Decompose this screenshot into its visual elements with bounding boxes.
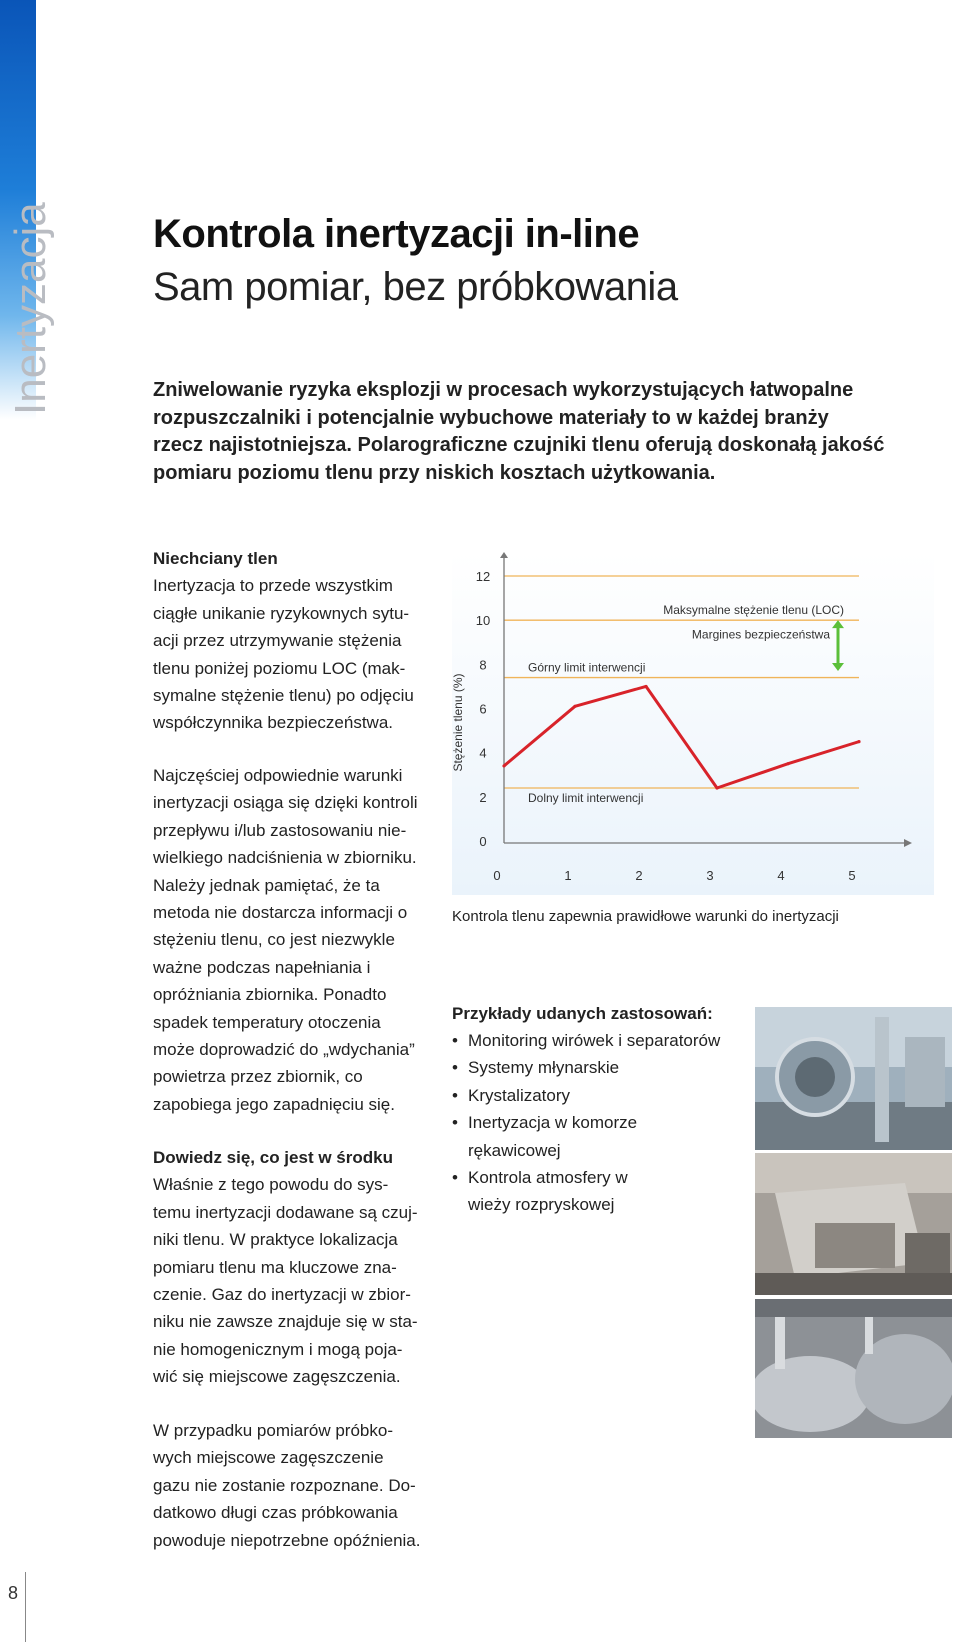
sidebar-section-label: Inertyzacja <box>6 202 55 415</box>
list-item <box>452 1109 742 1164</box>
x-tick-label: 4 <box>777 868 785 883</box>
body-line: powietrza przez zbiornik, co <box>153 1067 363 1087</box>
margin-arrow-label: Margines bezpieczeństwa <box>691 627 830 642</box>
list-item-text: wieży rozpryskowej <box>468 1195 615 1215</box>
body-line: wielkiego nadciśnienia w zbiorniku. <box>153 848 417 868</box>
page-title: Kontrola inertyzacji in-line <box>153 212 640 256</box>
list-item-text: Krystalizatory <box>468 1085 571 1105</box>
body-line: wych miejscowe zagęszczenie <box>153 1448 384 1468</box>
x-tick-label: 2 <box>635 868 643 883</box>
body-line: czenie. Gaz do inertyzacji w zbior- <box>153 1285 411 1305</box>
body-line: współczynnika bezpieczeństwa. <box>153 713 394 733</box>
x-axis-arrow <box>904 839 912 847</box>
reference-line-label: Maksymalne stężenie tlenu (LOC) <box>663 603 844 618</box>
oxygen-series-point <box>502 764 505 767</box>
oxygen-series-point <box>573 705 576 708</box>
lead-paragraph <box>153 377 913 487</box>
oxygen-series-point <box>786 762 789 765</box>
section-heading: Niechciany tlen <box>153 549 278 568</box>
y-axis-arrow <box>500 552 508 558</box>
page-number: 8 <box>8 1583 19 1603</box>
reference-line-label: Dolny limit interwencji <box>528 791 644 805</box>
body-line: ważne podczas napełniania i <box>153 957 371 977</box>
examples-heading: Przykłady udanych zastosowań: <box>452 1004 713 1023</box>
page-subtitle: Sam pomiar, bez próbkowania <box>153 265 678 309</box>
list-item <box>452 1027 742 1054</box>
x-tick-label: 3 <box>706 868 714 883</box>
oxygen-series-point <box>715 786 718 789</box>
section-unwanted-oxygen <box>153 545 443 737</box>
lead-line: rozpuszczalniki i potencjalnie wybuchowe materiały to w każdej branży <box>153 406 829 429</box>
y-tick-label: 10 <box>475 613 491 629</box>
oxygen-series-point <box>644 685 647 688</box>
list-item <box>452 1082 742 1109</box>
y-tick-label: 6 <box>479 701 487 717</box>
margin-arrow-head-top <box>832 620 844 628</box>
application-photos <box>755 1007 952 1438</box>
crystallizer-photo <box>755 1299 952 1438</box>
body-line: opróżniania zbiornika. Ponadto <box>153 985 387 1005</box>
body-line: acji przez utrzymywanie stężenia <box>153 631 402 651</box>
y-tick-label: 2 <box>479 789 487 805</box>
mill-system-photo <box>755 1153 952 1295</box>
lead-line: pomiaru poziomu tlenu przy niskich kosztach użytkowania. <box>153 461 716 484</box>
list-item-text: Systemy młynarskie <box>468 1058 620 1078</box>
lead-line: Zniwelowanie ryzyka eksplozji w procesach wykorzystujących łatwopalne <box>153 379 854 401</box>
list-item-text: Kontrola atmosfery w <box>468 1168 628 1188</box>
body-line: stężeniu tlenu, co jest niezwykle <box>153 930 395 950</box>
body-line: może doprowadzić do „wdychania” <box>153 1040 415 1060</box>
body-line: tlenu poniżej poziomu LOC (mak- <box>153 658 406 678</box>
body-line: spadek temperatury otoczenia <box>153 1012 381 1032</box>
body-line: symalne stężenie tlenu) po odjęciu <box>153 686 414 706</box>
section-know-inside <box>153 1144 443 1391</box>
list-item <box>452 1164 742 1219</box>
list-item-text: rękawicowej <box>468 1140 561 1160</box>
y-tick-label: 8 <box>479 657 487 673</box>
body-line: Inertyzacja to przede wszystkim <box>153 576 393 596</box>
section-heading: Dowiedz się, co jest w środku <box>153 1148 393 1167</box>
body-line: przepływu i/lub zastosowaniu nie- <box>153 820 407 840</box>
section-unwanted-oxygen-para2 <box>153 762 443 1118</box>
oxygen-series-point <box>857 740 860 743</box>
centrifuge-photo <box>755 1007 952 1150</box>
body-line: W przypadku pomiarów próbko- <box>153 1421 393 1440</box>
page-number-rule <box>25 1572 26 1642</box>
list-item-text: Inertyzacja w komorze <box>468 1113 638 1133</box>
reference-line-label: Górny limit interwencji <box>528 660 646 675</box>
x-tick-label: 5 <box>848 868 856 883</box>
examples-list <box>452 1027 742 1219</box>
body-line: powoduje niepotrzebne opóźnienia. <box>153 1530 421 1550</box>
body-line: zapobiega jego zapadnięciu się. <box>153 1094 395 1114</box>
y-axis-label: Stężenie tlenu (%) <box>452 673 465 772</box>
body-line: niki tlenu. W praktyce lokalizacja <box>153 1230 398 1250</box>
list-item <box>452 1054 742 1081</box>
y-tick-label: 12 <box>475 569 491 584</box>
lead-line: rzecz najistotniejsza. Polarograficzne czujniki tlenu oferują doskonałą jakość <box>153 434 885 456</box>
oxygen-series-line <box>504 686 859 788</box>
list-item-text: Monitoring wirówek i separatorów <box>468 1031 721 1050</box>
margin-arrow-head-bottom <box>832 663 844 671</box>
body-line: Właśnie z tego powodu do sys- <box>153 1175 389 1195</box>
oxygen-chart <box>452 552 934 895</box>
body-line: Najczęściej odpowiednie warunki <box>153 766 403 785</box>
body-line: nie homogenicznym i mogą poja- <box>153 1339 403 1359</box>
body-line: ciągłe unikanie ryzykownych sytu- <box>153 603 410 623</box>
body-line: wić się miejscowe zagęszczenia. <box>153 1367 401 1387</box>
body-line: inertyzacji osiąga się dzięki kontroli <box>153 793 418 813</box>
body-line: temu inertyzacji dodawane są czuj- <box>153 1202 418 1222</box>
body-line: gazu nie zostanie rozpoznane. Do- <box>153 1475 416 1495</box>
section-know-inside-para2 <box>153 1417 443 1554</box>
body-line: datkowo długi czas próbkowania <box>153 1503 398 1523</box>
body-line: metoda nie dostarcza informacji o <box>153 903 408 923</box>
y-tick-label: 4 <box>479 745 487 761</box>
x-tick-label: 1 <box>564 868 572 883</box>
oxygen-chart-panel <box>452 552 934 895</box>
body-line: niku nie zawsze znajduje się w sta- <box>153 1312 418 1332</box>
body-line: Należy jednak pamiętać, że ta <box>153 875 380 895</box>
x-tick-label: 0 <box>493 868 501 883</box>
chart-caption: Kontrola tlenu zapewnia prawidłowe warunki do inertyzacji <box>452 908 839 925</box>
body-line: pomiaru tlenu ma kluczowe zna- <box>153 1257 397 1277</box>
y-tick-label: 0 <box>479 834 487 849</box>
